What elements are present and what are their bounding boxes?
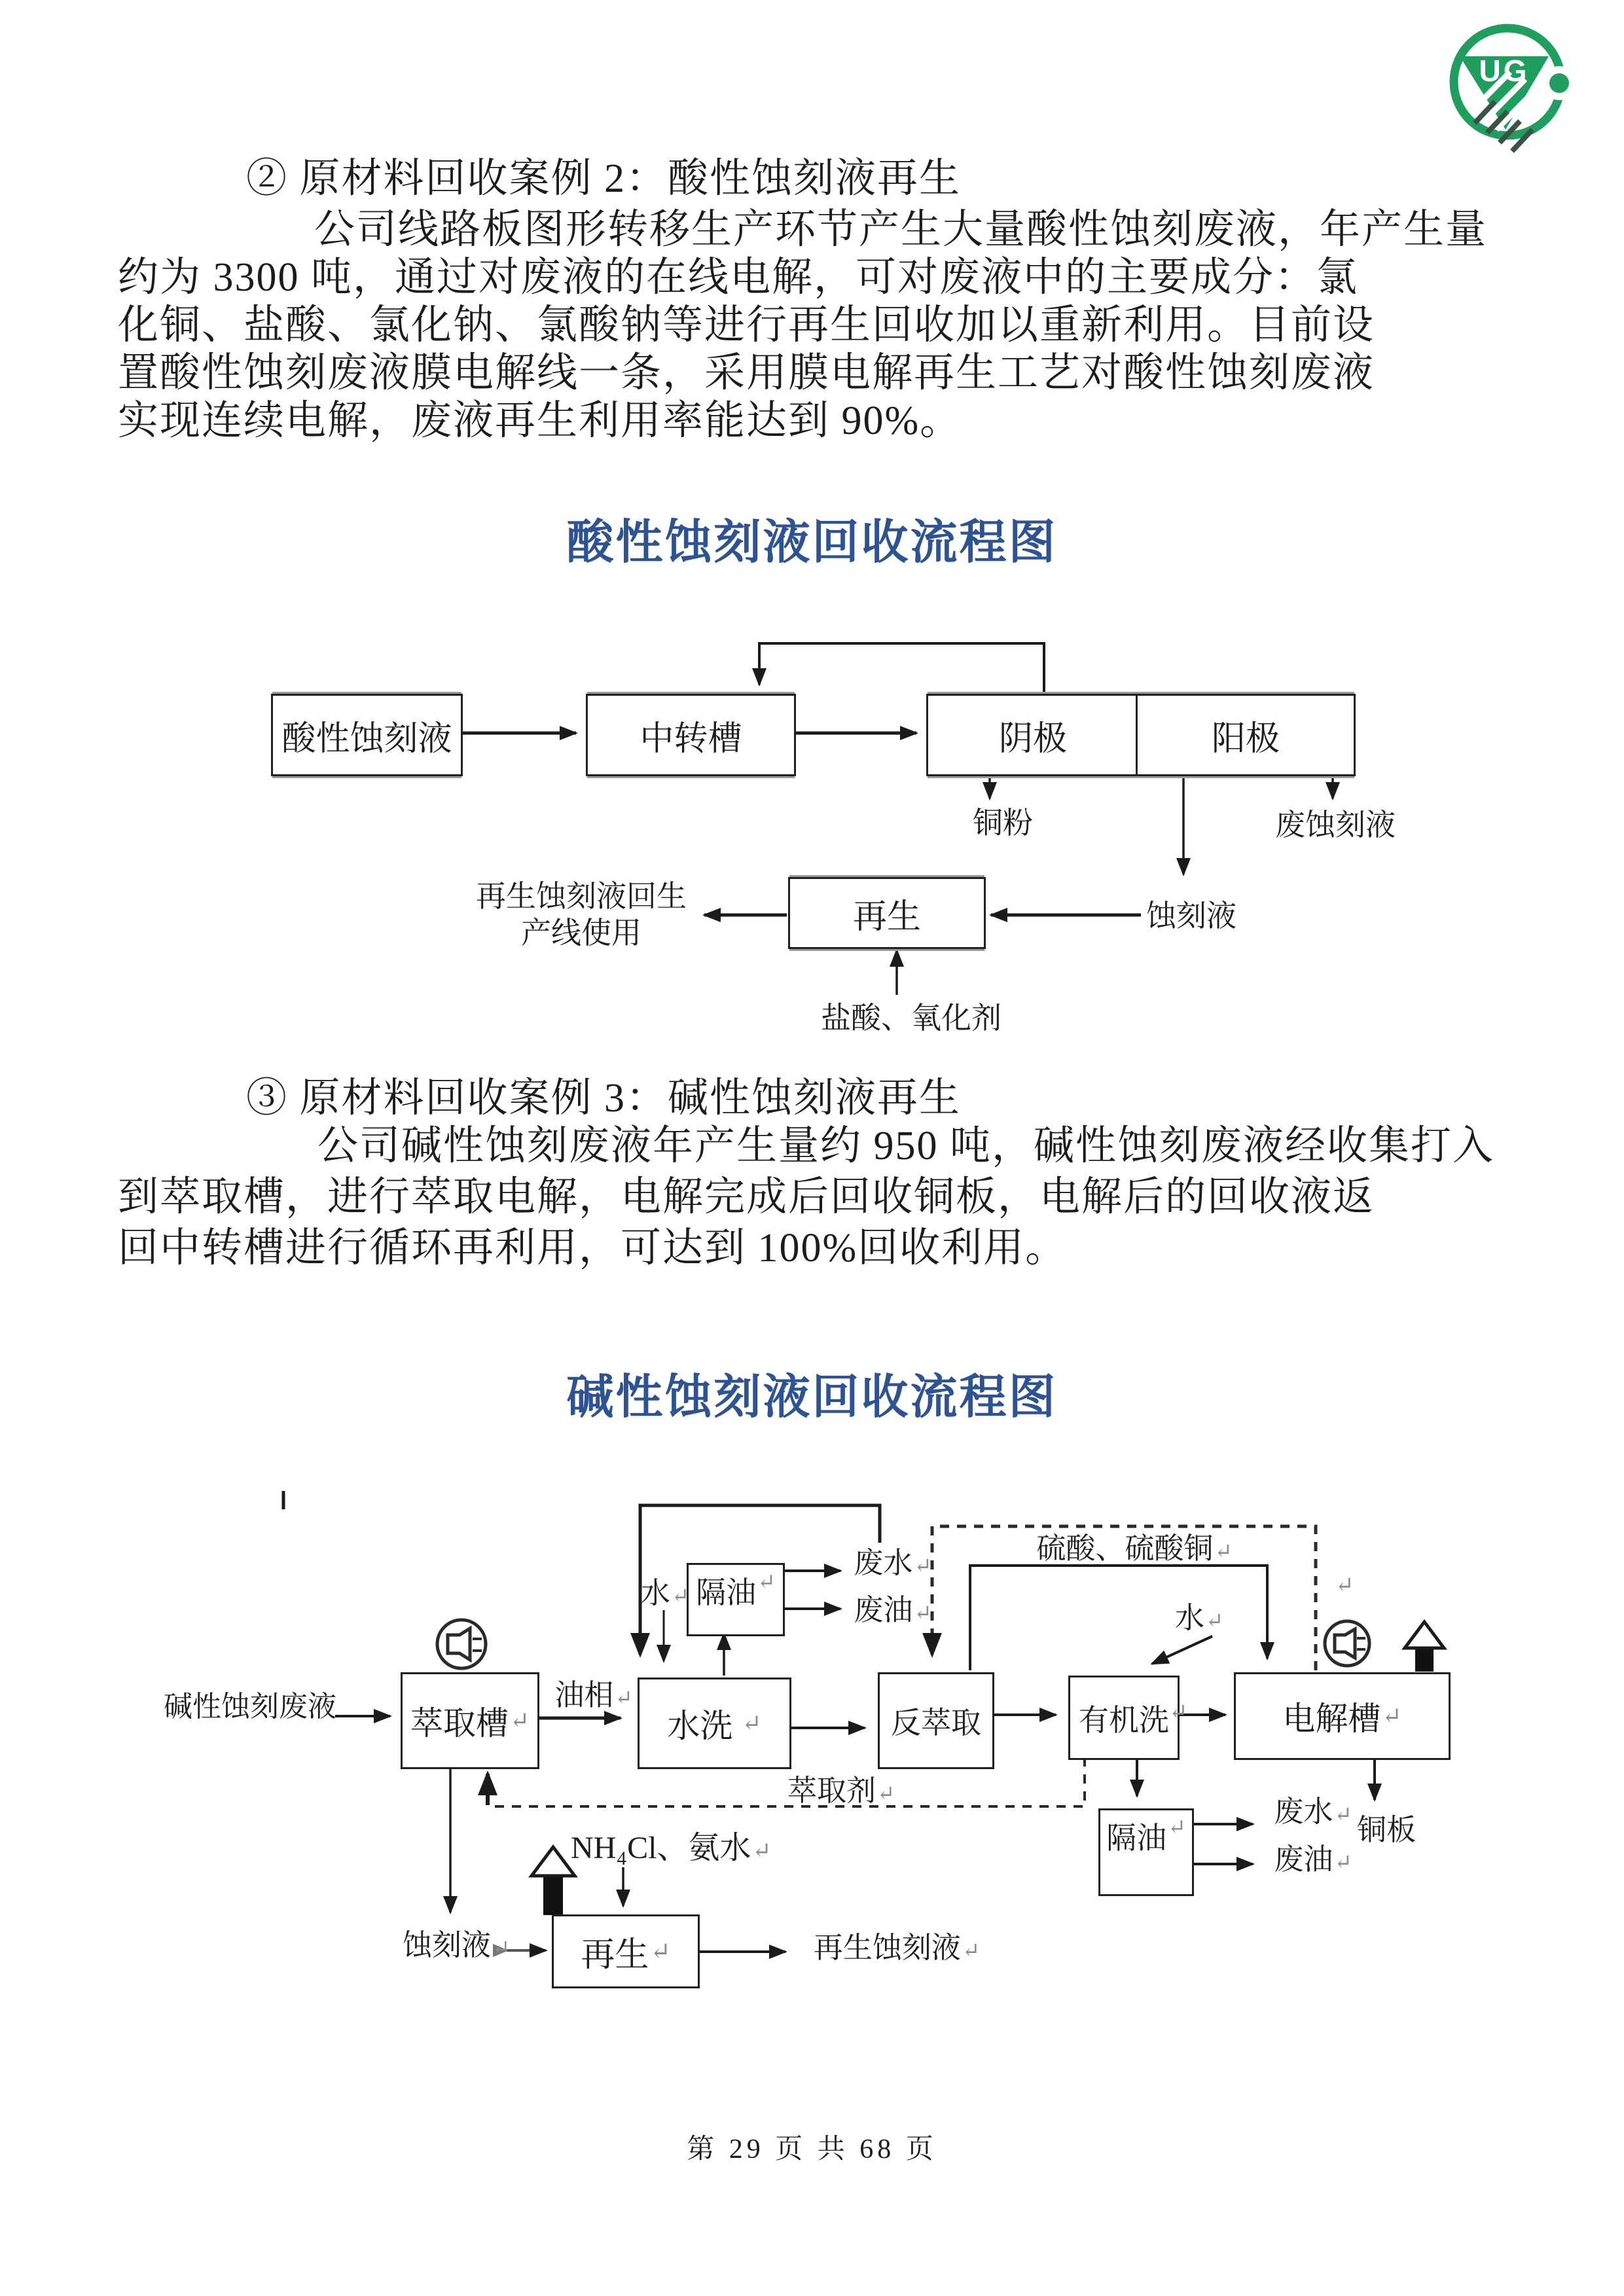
return-mark: ↵ — [650, 1939, 671, 1965]
label-copper-powder: 铜粉 — [973, 806, 1033, 840]
label-regen-etchant: 再生蚀刻液↵ — [813, 1931, 981, 1964]
box-regeneration — [788, 877, 986, 949]
vent-icon — [1405, 1622, 1444, 1672]
para3-line: 回中转槽进行循环再利用，可达到 100%回收利用。 — [118, 1226, 1068, 1270]
label-waste-water-1: 废水↵ — [854, 1547, 932, 1579]
label-extractant: 萃取剂↵ — [787, 1774, 895, 1807]
label-regen-return-1: 再生蚀刻液回生 — [476, 880, 687, 913]
label-alkaline-waste: 碱性蚀刻废液 — [164, 1691, 336, 1723]
label-etchant-2: 蚀刻液↵ — [403, 1929, 511, 1962]
label-water-2: 水↵ — [1174, 1602, 1224, 1634]
label-sulfuric-copper-sulfate: 硫酸、硫酸铜↵ — [1036, 1532, 1233, 1565]
box-label: 隔油 — [1106, 1821, 1167, 1855]
vent-icon — [532, 1847, 575, 1915]
box-acid-etchant — [271, 694, 463, 776]
para2-line: 实现连续电解，废液再生利用率能达到 90%。 — [118, 399, 962, 443]
return-mark: ↵ — [1168, 1816, 1186, 1840]
box-electrolysis-tank — [1234, 1672, 1451, 1760]
label-waste-etchant: 废蚀刻液 — [1275, 808, 1396, 842]
pump-icon — [1325, 1621, 1369, 1666]
box-label: 水洗 — [667, 1708, 733, 1744]
box-oil-separator-2 — [1098, 1808, 1194, 1896]
box-back-extraction — [878, 1672, 994, 1769]
box-label: 有机洗 — [1079, 1703, 1169, 1737]
box-water-wash — [638, 1677, 791, 1769]
page-footer: 第 29 页 共 68 页 — [687, 2134, 937, 2164]
box-oil-separator-1 — [687, 1563, 785, 1636]
logo-text: UG — [1479, 54, 1530, 88]
para3-line: 公司碱性蚀刻废液年产生量约 950 吨，碱性蚀刻废液经收集打入 — [317, 1124, 1495, 1168]
return-mark: ↵ — [1382, 1703, 1402, 1729]
label-oil-phase: 油相↵ — [554, 1679, 633, 1712]
label-regen-return-2: 产线使用 — [521, 916, 641, 950]
para2-line: 约为 3300 吨，通过对废液的在线电解，可对废液中的主要成分：氯 — [118, 255, 1359, 300]
para3-heading: ③ 原材料回收案例 3：碱性蚀刻液再生 — [246, 1076, 962, 1121]
box-label: 电解槽 — [1282, 1700, 1381, 1737]
box-transfer-tank — [586, 694, 796, 776]
box-label: 阳极 — [1211, 720, 1280, 758]
box-label: 酸性蚀刻液 — [281, 720, 452, 758]
para2-heading: ② 原材料回收案例 2：酸性蚀刻液再生 — [246, 156, 962, 201]
para3-line: 到萃取槽，进行萃取电解，电解完成后回收铜板，电解后的回收液返 — [118, 1175, 1375, 1219]
box-label: 阴极 — [998, 720, 1067, 758]
label-water-1: 水↵ — [640, 1577, 690, 1609]
box-label: 萃取槽 — [410, 1705, 509, 1742]
label-etchant: 蚀刻液 — [1146, 899, 1236, 933]
return-mark: ↵ — [742, 1710, 762, 1736]
label-waste-oil-2: 废油↵ — [1274, 1843, 1352, 1876]
label-waste-water-2: 废水↵ — [1274, 1795, 1352, 1828]
box-label: 再生 — [581, 1937, 649, 1974]
box-label: 反萃取 — [891, 1706, 981, 1740]
label-nh4cl-ammonia: NH₄Cl、氨水↵ — [571, 1831, 772, 1865]
para2-line: 化铜、盐酸、氯化钠、氯酸钠等进行再生回收加以重新利用。目前设 — [118, 303, 1375, 348]
label-waste-oil-1: 废油↵ — [854, 1594, 932, 1626]
return-mark: ↵ — [509, 1708, 530, 1734]
box-anode — [1136, 694, 1356, 776]
box-extraction-tank — [401, 1672, 539, 1769]
diagram2-title: 碱性蚀刻液回收流程图 — [566, 1371, 1058, 1424]
box-label: 再生 — [852, 898, 921, 936]
box-regeneration-2 — [552, 1914, 700, 1988]
box-organic-wash — [1068, 1676, 1180, 1760]
stray-return-mark: ↵ — [1169, 1700, 1188, 1725]
box-label: 隔油 — [696, 1576, 757, 1609]
para2-line: 置酸性蚀刻废液膜电解线一条，采用膜电解再生工艺对酸性蚀刻废液 — [118, 351, 1375, 395]
stray-return-mark: ↵ — [1335, 1573, 1354, 1598]
box-label: 中转槽 — [640, 720, 742, 758]
label-copper-plate: 铜板 — [1356, 1814, 1416, 1846]
label-hcl-oxidant: 盐酸、氧化剂 — [821, 1001, 1001, 1035]
return-mark: ↵ — [757, 1570, 776, 1594]
arrow-water2-into-organicwash — [1152, 1636, 1212, 1664]
para2-line: 公司线路板图形转移生产环节产生大量酸性蚀刻废液，年产生量 — [314, 207, 1488, 252]
diagram1-title: 酸性蚀刻液回收流程图 — [566, 516, 1058, 569]
arrow-cathode-feedback-to-transfer — [759, 643, 1044, 694]
box-cathode — [926, 694, 1140, 776]
pump-icon — [437, 1620, 486, 1668]
